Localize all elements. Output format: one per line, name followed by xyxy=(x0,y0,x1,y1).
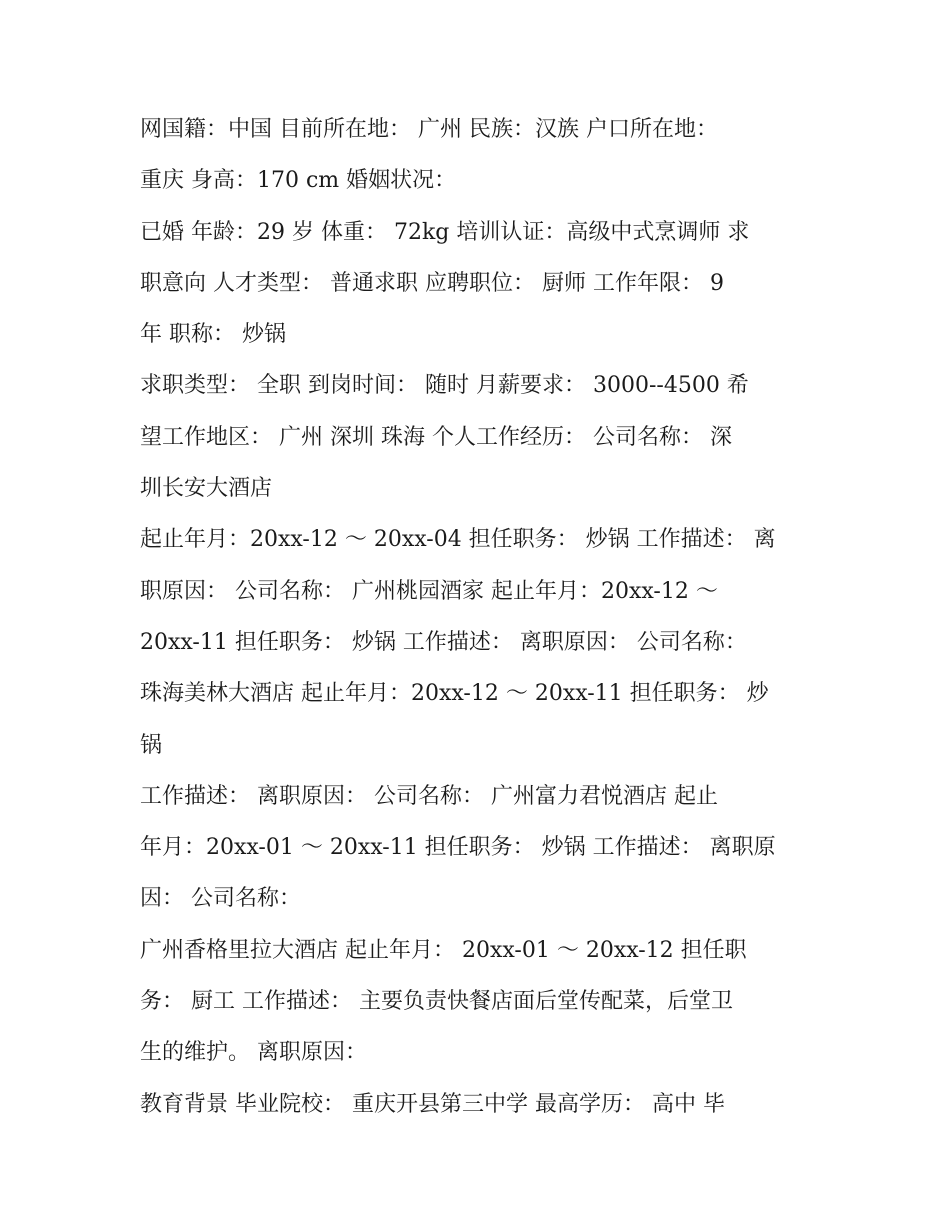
text-line: 因： 公司名称： xyxy=(140,886,301,912)
text-line: 已婚 年龄：29 岁 体重： 72kg 培训认证：高级中式烹调师 求 xyxy=(140,219,750,245)
text-line: 务： 厨工 工作描述： 主要负责快餐店面后堂传配菜，后堂卫 xyxy=(140,989,733,1015)
text-line: 珠海美林大酒店 起止年月：20xx-12 ～ 20xx-11 担任职务： 炒 xyxy=(140,681,769,707)
text-line: 望工作地区： 广州 深圳 珠海 个人工作经历： 公司名称： 深 xyxy=(140,424,732,450)
text-line: 工作描述： 离职原因： 公司名称： 广州富力君悦酒店 起止 xyxy=(140,783,718,809)
text-line: 年 职称： 炒锅 xyxy=(140,322,286,348)
text-line: 网国籍：中国 目前所在地： 广州 民族：汉族 户口所在地： xyxy=(140,117,718,142)
text-line: 锅 xyxy=(140,732,163,758)
text-line: 20xx-11 担任职务： 炒锅 工作描述： 离职原因： 公司名称： xyxy=(140,629,747,655)
text-line: 重庆 身高：170 cm 婚姻状况： xyxy=(140,168,457,194)
text-line: 教育背景 毕业院校： 重庆开县第三中学 最高学历： 高中 毕 xyxy=(140,1091,725,1117)
text-line: 年月：20xx-01 ～ 20xx-11 担任职务： 炒锅 工作描述： 离职原 xyxy=(140,835,776,861)
text-line: 求职类型： 全职 到岗时间： 随时 月薪要求： 3000--4500 希 xyxy=(140,373,749,399)
text-line: 职意向 人才类型： 普通求职 应聘职位： 厨师 工作年限： 9 xyxy=(140,270,724,296)
text-line: 职原因： 公司名称： 广州桃园酒家 起止年月：20xx-12 ～ xyxy=(140,578,718,604)
text-line: 起止年月：20xx-12 ～ 20xx-04 担任职务： 炒锅 工作描述： 离 xyxy=(140,527,776,553)
text-line: 广州香格里拉大酒店 起止年月： 20xx-01 ～ 20xx-12 担任职 xyxy=(140,937,747,963)
text-line: 圳长安大酒店 xyxy=(140,476,273,502)
text-line: 生的维护。 离职原因： xyxy=(140,1040,367,1066)
resume-text-block xyxy=(140,104,820,1130)
